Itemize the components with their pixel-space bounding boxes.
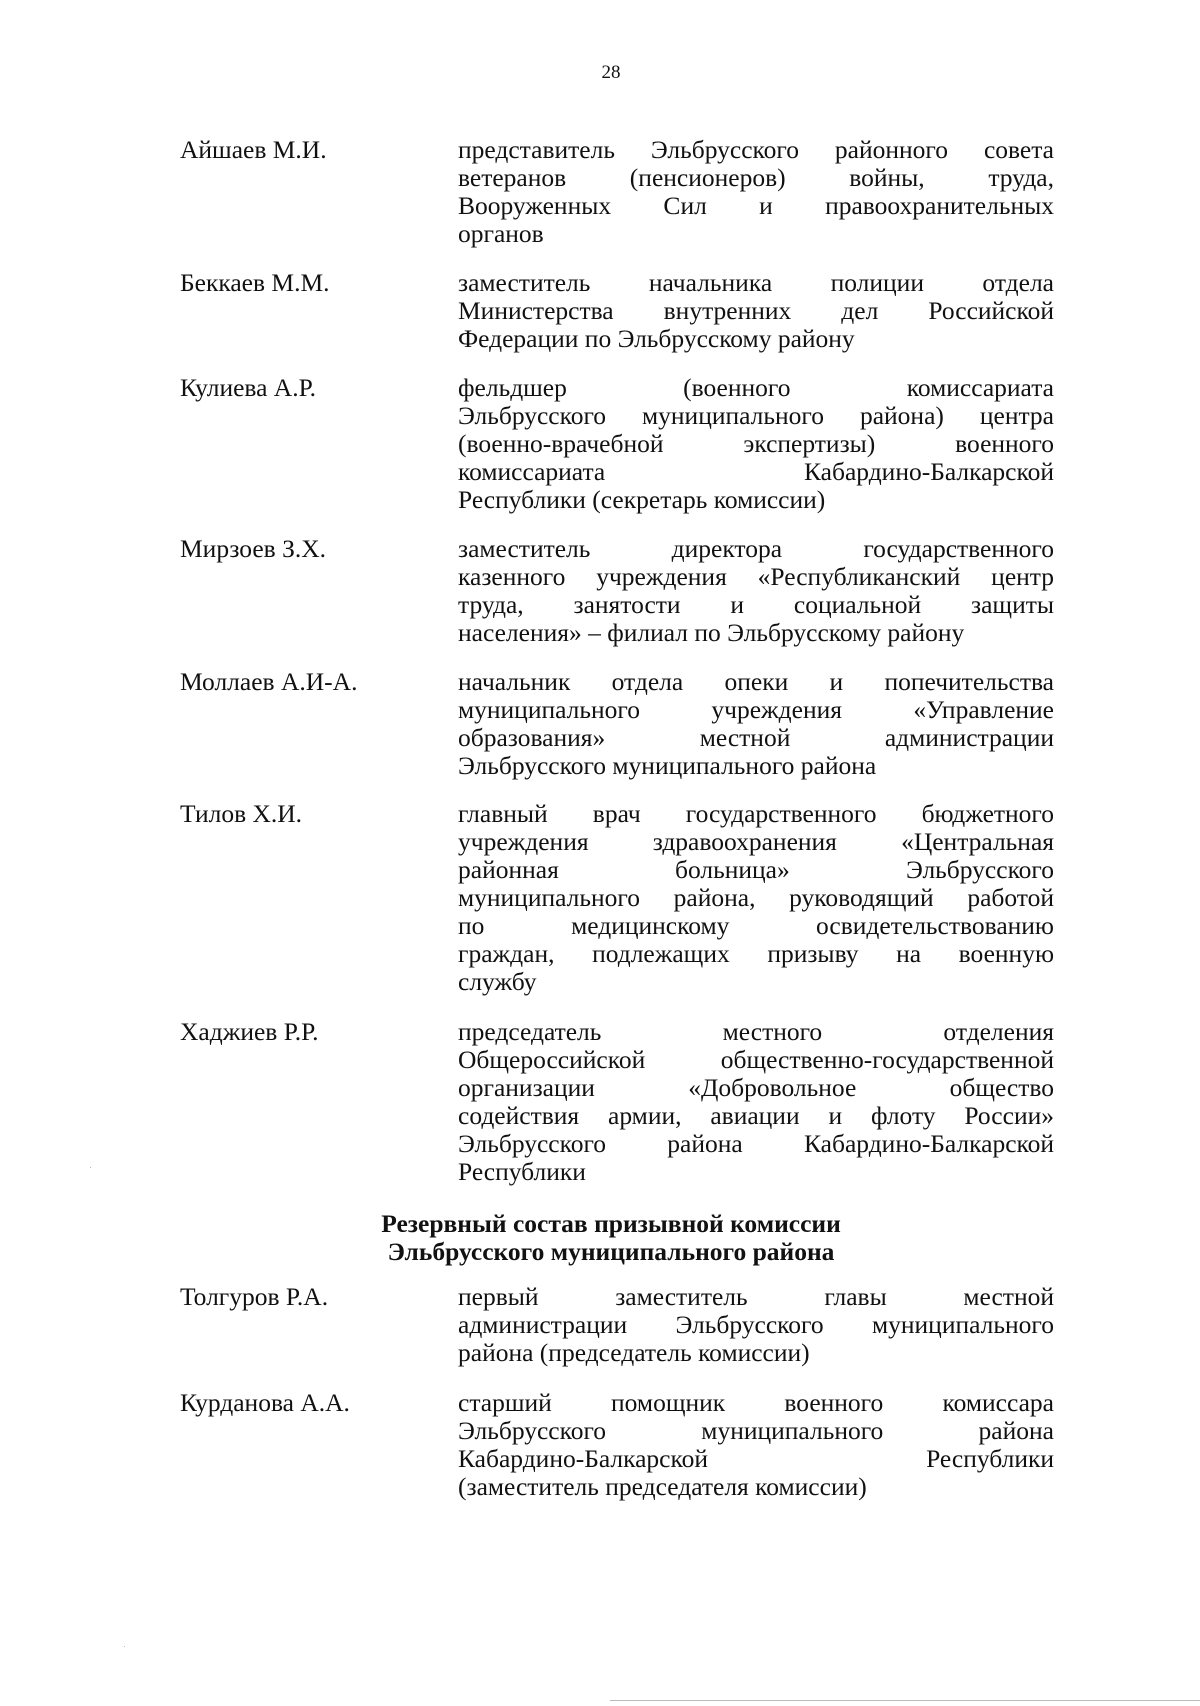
member-name: Хаджиев Р.Р. bbox=[180, 1017, 319, 1046]
description-line: первый заместитель главы местной bbox=[458, 1282, 1054, 1311]
description-line: Федерации по Эльбрусскому району bbox=[458, 324, 855, 353]
member-name: Мирзоев З.Х. bbox=[180, 534, 327, 563]
member-description bbox=[458, 668, 1054, 780]
description-line: Республики bbox=[458, 1157, 586, 1186]
member-description bbox=[458, 535, 1054, 647]
description-line: районная больница» Эльбрусского bbox=[458, 855, 1054, 884]
member-description bbox=[458, 374, 1054, 514]
page-number: 28 bbox=[601, 62, 621, 83]
description-line: органов bbox=[458, 219, 544, 248]
reserve-heading-line: Резервный состав призывной комиссии bbox=[381, 1209, 841, 1238]
description-line: Эльбрусского муниципального района) центра bbox=[458, 401, 1054, 430]
description-line: Республики (секретарь комиссии) bbox=[458, 485, 826, 514]
description-line: службу bbox=[458, 967, 537, 996]
description-line: ветеранов (пенсионеров) войны, труда, bbox=[458, 163, 1054, 192]
description-line: содействия армии, авиации и флоту России» bbox=[458, 1101, 1054, 1130]
scan-speck bbox=[124, 1646, 125, 1647]
description-line: представитель Эльбрусского районного совета bbox=[458, 135, 1054, 164]
member-name: Моллаев А.И-А. bbox=[180, 667, 358, 696]
member-name: Беккаев М.М. bbox=[180, 268, 330, 297]
scan-speck bbox=[90, 1167, 91, 1168]
member-description bbox=[458, 800, 1054, 996]
member-description bbox=[458, 1389, 1054, 1501]
description-line: труда, занятости и социальной защиты bbox=[458, 590, 1054, 619]
description-line: начальник отдела опеки и попечительства bbox=[458, 667, 1054, 696]
description-line: (военно-врачебной экспертизы) военного bbox=[458, 429, 1054, 458]
description-line: учреждения здравоохранения «Центральная bbox=[458, 827, 1054, 856]
description-line: Министерства внутренних дел Российской bbox=[458, 296, 1054, 325]
description-line: заместитель начальника полиции отдела bbox=[458, 268, 1054, 297]
description-line: Эльбрусского района Кабардино-Балкарской bbox=[458, 1129, 1054, 1158]
reserve-section-heading bbox=[0, 1210, 1200, 1266]
description-line: главный врач государственного бюджетного bbox=[458, 799, 1054, 828]
member-description bbox=[458, 1018, 1054, 1186]
description-line: Общероссийской общественно-государственной bbox=[458, 1045, 1054, 1074]
description-line: по медицинскому освидетельствованию bbox=[458, 911, 1054, 940]
member-name: Айшаев М.И. bbox=[180, 135, 327, 164]
description-line: Эльбрусского муниципального района bbox=[458, 751, 877, 780]
reserve-heading-line: Эльбрусского муниципального района bbox=[387, 1237, 835, 1266]
description-line: администрации Эльбрусского муниципального bbox=[458, 1310, 1054, 1339]
member-description bbox=[458, 136, 1054, 248]
member-description bbox=[458, 1283, 1054, 1367]
member-description bbox=[458, 269, 1054, 353]
description-line: муниципального учреждения «Управление bbox=[458, 695, 1054, 724]
description-line: района (председатель комиссии) bbox=[458, 1338, 810, 1367]
description-line: фельдшер (военного комиссариата bbox=[458, 373, 1054, 402]
member-name: Тилов Х.И. bbox=[180, 799, 303, 828]
description-line: Кабардино-Балкарской Республики bbox=[458, 1444, 1054, 1473]
description-line: председатель местного отделения bbox=[458, 1017, 1054, 1046]
scan-edge-line bbox=[610, 1700, 1200, 1701]
description-line: комиссариата Кабардино-Балкарской bbox=[458, 457, 1054, 486]
description-line: муниципального района, руководящий работой bbox=[458, 883, 1054, 912]
description-line: казенного учреждения «Республиканский центр bbox=[458, 562, 1054, 591]
description-line: населения» – филиал по Эльбрусскому району bbox=[458, 618, 965, 647]
description-line: Эльбрусского муниципального района bbox=[458, 1416, 1054, 1445]
description-line: старший помощник военного комиссара bbox=[458, 1388, 1054, 1417]
member-name: Курданова А.А. bbox=[180, 1388, 350, 1417]
description-line: заместитель директора государственного bbox=[458, 534, 1054, 563]
description-line: Вооруженных Сил и правоохранительных bbox=[458, 191, 1054, 220]
member-name: Толгуров Р.А. bbox=[180, 1282, 329, 1311]
description-line: граждан, подлежащих призыву на военную bbox=[458, 939, 1054, 968]
description-line: (заместитель председателя комиссии) bbox=[458, 1472, 867, 1501]
description-line: организации «Добровольное общество bbox=[458, 1073, 1054, 1102]
member-name: Кулиева А.Р. bbox=[180, 373, 316, 402]
description-line: образования» местной администрации bbox=[458, 723, 1054, 752]
